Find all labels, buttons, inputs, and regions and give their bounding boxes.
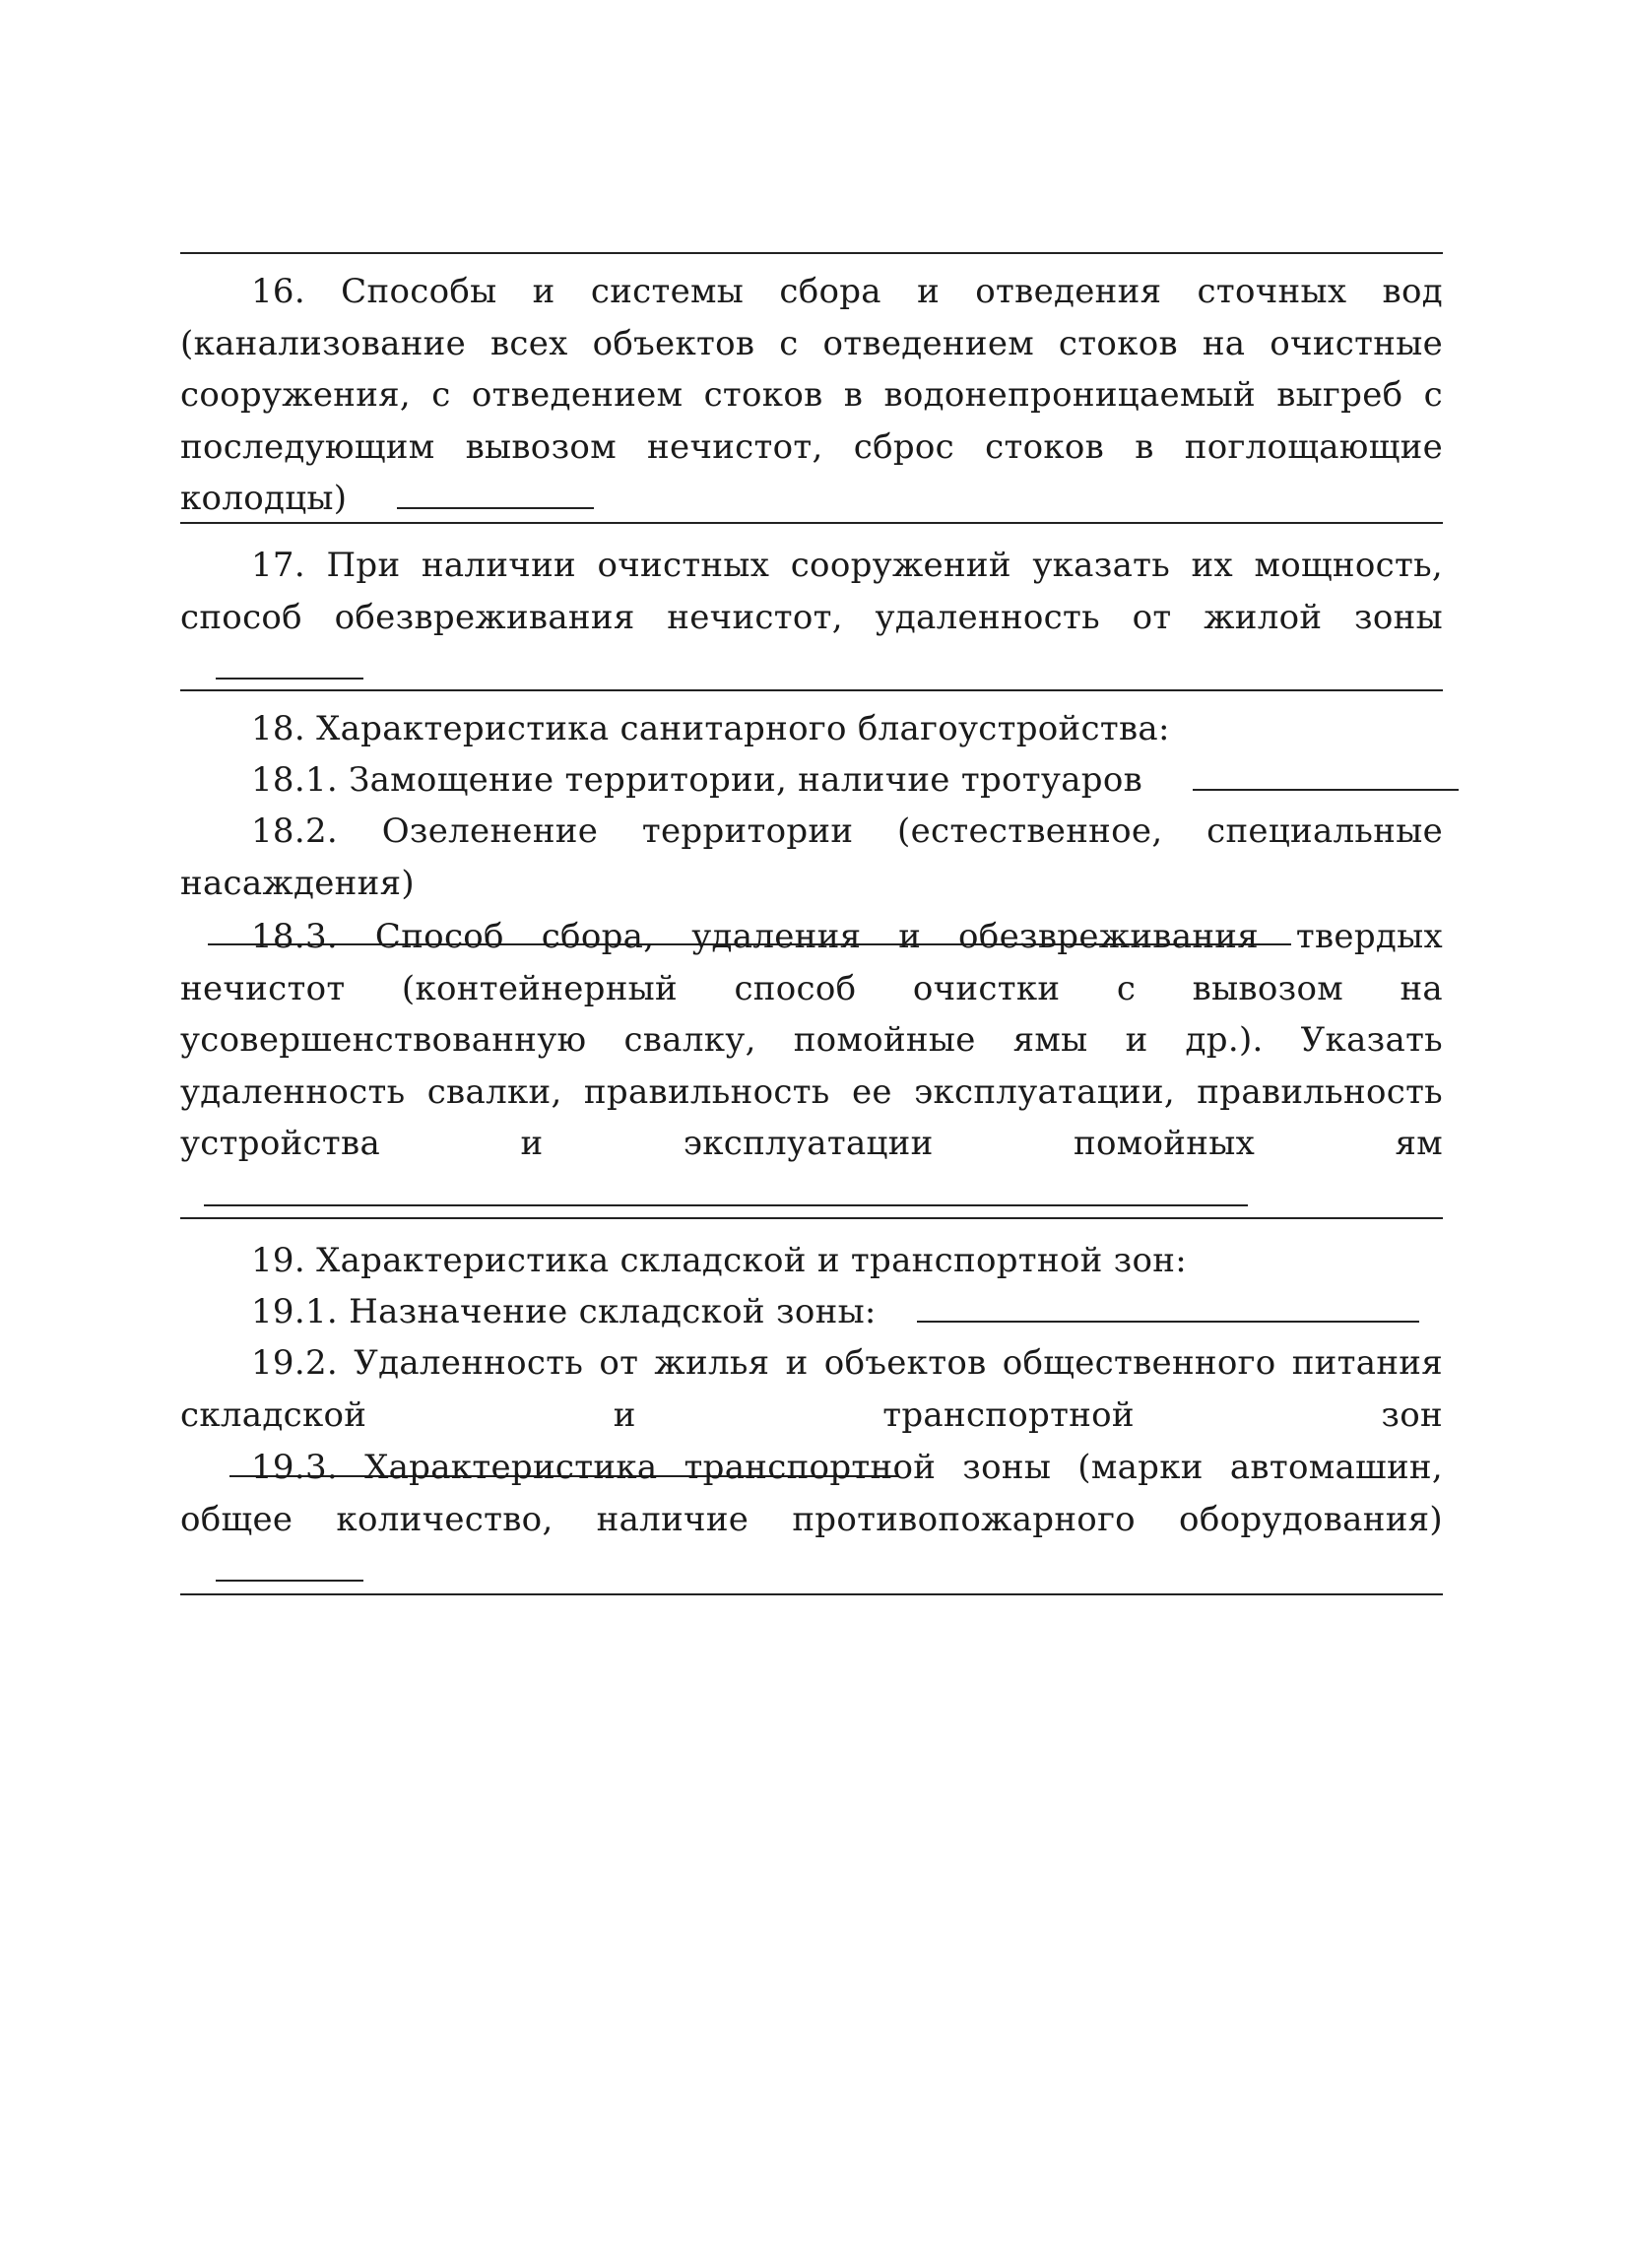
item-18-1-text: 18.1. Замощение территории, наличие тротуаров xyxy=(251,760,1143,800)
answer-blank[interactable] xyxy=(204,1175,1248,1206)
item-19-3-text: 19.3. Характеристика транспортной зоны (марки автомашин, общее количество, наличие противопожарного оборудования) xyxy=(180,1448,1443,1539)
item-17 xyxy=(180,540,1443,695)
item-18-2-text: 18.2. Озеленение территории (естественное, специальные насаждения) xyxy=(180,811,1443,903)
item-18-3-text: 18.3. Способ сбора, удаления и обезвреживания твердых нечистот (контейнерный способ очистки с вывозом на усовершенствованную свалку, помойные ямы и др.). Указать удаленность свалки, правильность ее эксплуатации, правильность устройства и эксплуатации помойных ям xyxy=(180,917,1443,1163)
item-17-text: 17. При наличии очистных сооружений указать их мощность, способ обезвреживания нечистот, удаленность от жилой зоны xyxy=(180,546,1443,637)
answer-blank[interactable] xyxy=(397,478,594,509)
item-18-3 xyxy=(180,911,1443,1221)
answer-line[interactable] xyxy=(180,1217,1443,1219)
item-16-text: 16. Способы и системы сбора и отведения сточных вод (канализование всех объектов с отведением стоков на очистные сооружения, с отведением стоков в водонепроницаемый выгреб с последующим вывозом нечистот, сброс стоков в поглощающие колодцы) xyxy=(180,272,1443,518)
item-18-1 xyxy=(251,754,1459,806)
item-18: 18. Характеристика санитарного благоустройства: xyxy=(251,709,1170,748)
item-19: 19. Характеристика складской и транспортной зон: xyxy=(251,1241,1188,1280)
item-16 xyxy=(180,266,1443,525)
item-19-1 xyxy=(251,1286,1419,1337)
divider-line xyxy=(180,252,1443,254)
item-19-2-text: 19.2. Удаленность от жилья и объектов общественного питания складской и транспортной зон xyxy=(180,1343,1443,1435)
answer-blank[interactable] xyxy=(917,1291,1419,1323)
answer-blank[interactable] xyxy=(1193,759,1459,791)
answer-line[interactable] xyxy=(180,522,1443,524)
answer-line[interactable] xyxy=(180,1593,1443,1595)
answer-blank[interactable] xyxy=(216,648,363,680)
answer-blank[interactable] xyxy=(216,1550,363,1582)
item-19-3 xyxy=(180,1442,1443,1597)
answer-line[interactable] xyxy=(180,689,1443,691)
item-19-1-text: 19.1. Назначение складской зоны: xyxy=(251,1292,877,1331)
